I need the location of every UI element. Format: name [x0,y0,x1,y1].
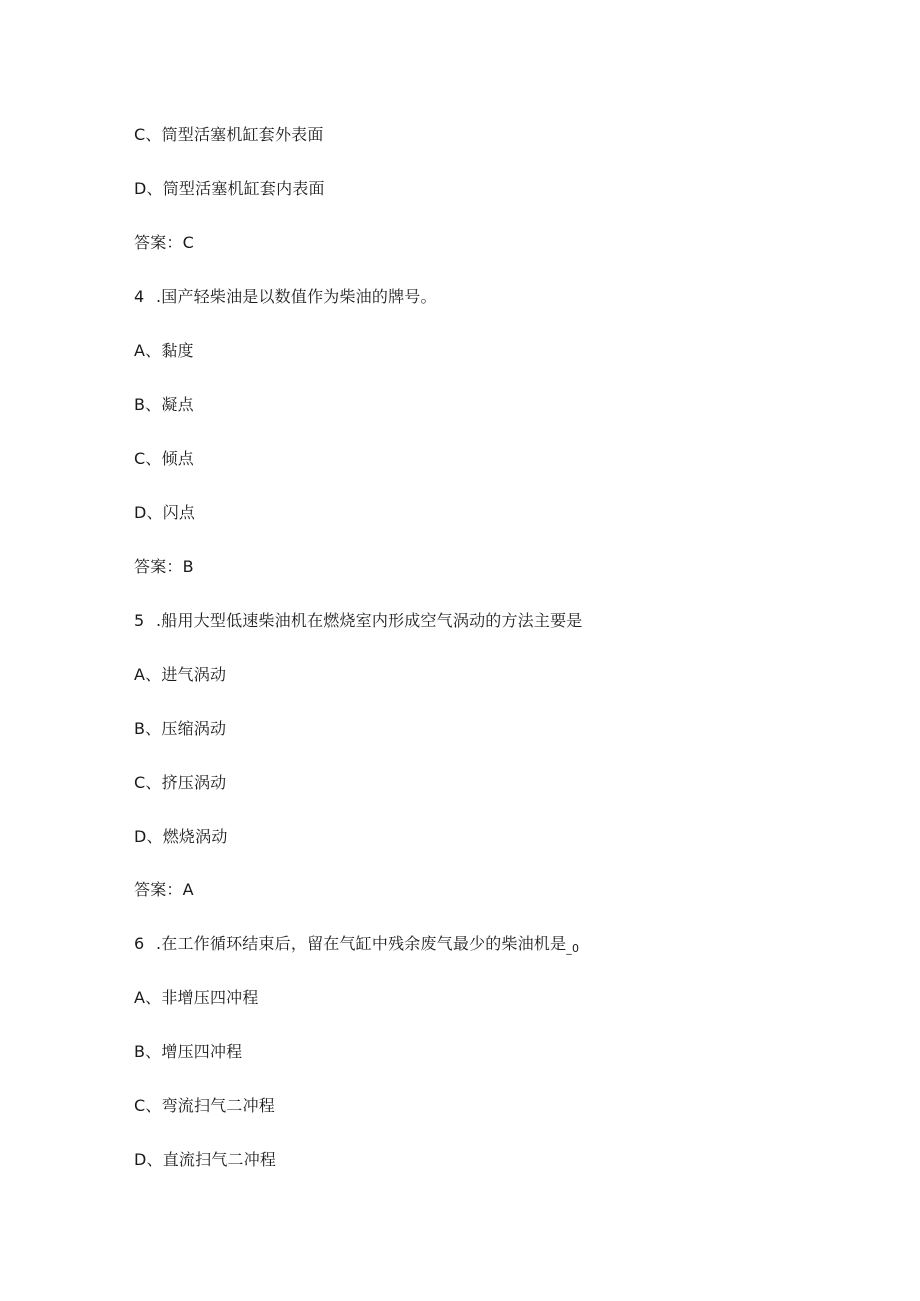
q6-option-b: B、增压四冲程 [134,1042,243,1061]
q6-blank: _0 [566,942,580,955]
q4-answer: 答案：B [134,557,194,576]
q5-option-d: D、燃烧涡动 [134,827,228,846]
q6-text: .在工作循环结束后，留在气缸中残余废气最少的柴油机是 [156,934,567,953]
q5-option-c: C、挤压涡动 [134,773,227,792]
q6-question [134,933,579,960]
q6-option-d: D、直流扫气二冲程 [134,1150,277,1169]
q4-option-c: C、倾点 [134,449,194,468]
q6-number: 6 [134,934,145,953]
q3-option-c: C、筒型活塞机缸套外表面 [134,125,324,144]
q3-option-d: D、筒型活塞机缸套内表面 [134,179,325,198]
q5-option-a: A、进气涡动 [134,665,227,684]
q4-number: 4 [134,287,145,306]
q4-question [134,286,437,308]
q5-question [134,610,583,632]
q5-option-b: B、压缩涡动 [134,719,227,738]
q6-option-c: C、弯流扫气二冲程 [134,1096,275,1115]
q6-option-a: A、非增压四冲程 [134,988,259,1007]
q4-text: .国产轻柴油是以数值作为柴油的牌号。 [156,287,437,306]
q3-answer: 答案：C [134,233,194,252]
q4-option-a: A、黏度 [134,341,194,360]
q5-text: .船用大型低速柴油机在燃烧室内形成空气涡动的方法主要是 [156,611,583,630]
q4-option-b: B、凝点 [134,395,194,414]
q5-number: 5 [134,611,145,630]
q5-answer: 答案：A [134,880,194,899]
q4-option-d: D、闪点 [134,503,196,522]
